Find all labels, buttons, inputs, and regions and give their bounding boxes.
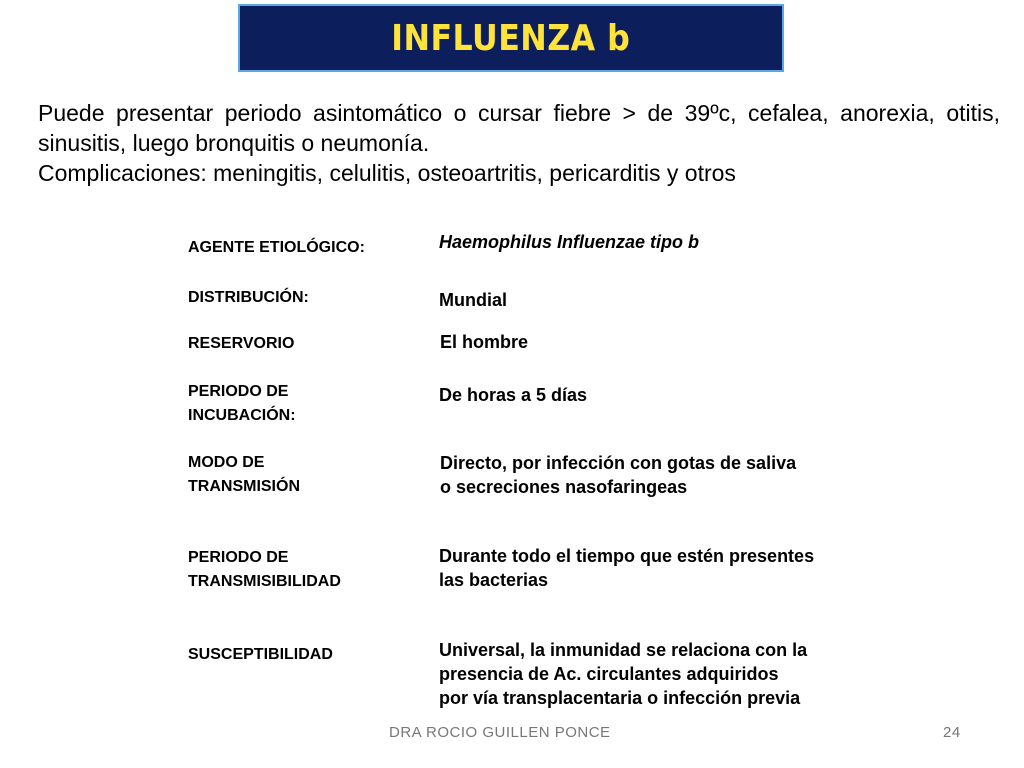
value-distribution: Mundial bbox=[439, 290, 507, 310]
value-transmission-line: o secreciones nasofaringeas bbox=[440, 477, 688, 497]
footer-author: DRA ROCIO GUILLEN PONCE bbox=[389, 724, 611, 741]
title-banner bbox=[238, 4, 784, 72]
label-transmissibility bbox=[188, 546, 341, 594]
value-agent: Haemophilus Influenzae tipo b bbox=[439, 232, 700, 252]
intro-symptoms: Puede presentar periodo asintomático o cursar fiebre > de 39ºc, cefalea, anorexia, otitis, sinusitis, luego bronquitis o neumonía. bbox=[38, 100, 1000, 156]
label-agent: AGENTE ETIOLÓGICO: bbox=[188, 239, 365, 256]
value-transmissibility-line: Durante todo el tiempo que estén presentes bbox=[439, 546, 815, 566]
intro-text bbox=[38, 98, 1000, 188]
value-reservoir: El hombre bbox=[440, 332, 529, 352]
label-transmission-mode bbox=[188, 451, 300, 499]
label-incubation-line: PERIODO DE bbox=[188, 383, 289, 400]
slide-title: INFLUENZA b bbox=[391, 17, 631, 59]
label-susceptibility: SUSCEPTIBILIDAD bbox=[188, 646, 333, 663]
label-incubation-line: INCUBACIÓN: bbox=[188, 407, 296, 424]
label-transmissibility-line: PERIODO DE bbox=[188, 549, 289, 566]
label-transmissibility-line: TRANSMISIBILIDAD bbox=[188, 573, 341, 590]
value-susceptibility-line: presencia de Ac. circulantes adquiridos bbox=[439, 664, 779, 684]
intro-complications: Complicaciones: meningitis, celulitis, osteoartritis, pericarditis y otros bbox=[38, 160, 736, 186]
label-transmission-line: TRANSMISIÓN bbox=[188, 478, 300, 495]
value-susceptibility-line: Universal, la inmunidad se relaciona con la bbox=[439, 640, 808, 660]
value-transmissibility bbox=[439, 544, 814, 592]
value-transmissibility-line: las bacterias bbox=[439, 570, 549, 590]
value-transmission-mode bbox=[440, 451, 796, 499]
label-transmission-line: MODO DE bbox=[188, 454, 265, 471]
slide-footer bbox=[0, 722, 1024, 746]
value-transmission-line: Directo, por infección con gotas de saliva bbox=[440, 453, 797, 473]
label-incubation bbox=[188, 380, 296, 428]
value-susceptibility-line: por vía transplacentaria o infección previa bbox=[439, 688, 801, 708]
page-number: 24 bbox=[943, 724, 961, 741]
label-reservoir: RESERVORIO bbox=[188, 335, 295, 352]
value-susceptibility bbox=[439, 638, 807, 710]
value-incubation: De horas a 5 días bbox=[439, 385, 588, 405]
label-distribution: DISTRIBUCIÓN: bbox=[188, 289, 309, 306]
